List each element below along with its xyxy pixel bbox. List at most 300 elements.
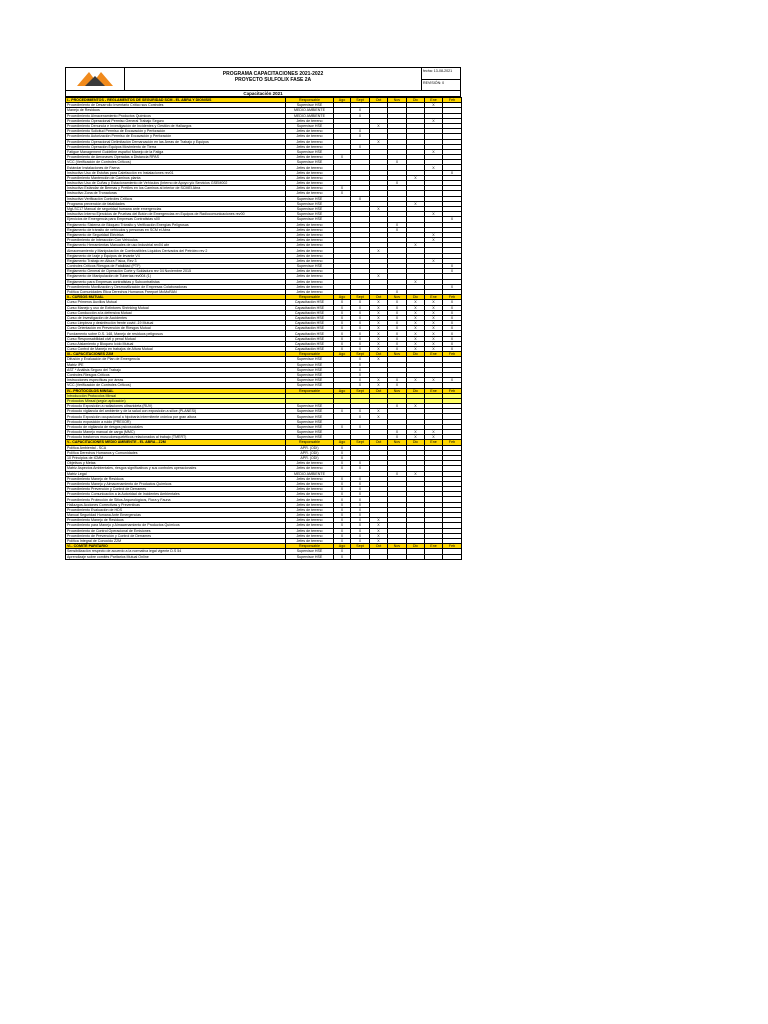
responsible-cell: Jefes de terreno xyxy=(286,118,334,123)
responsible-cell: Jefes de terreno xyxy=(286,253,334,258)
month-cell: X xyxy=(351,357,370,362)
month-cell: X xyxy=(388,435,407,440)
responsible-cell: Jefes de terreno xyxy=(286,279,334,284)
month-cell: X xyxy=(407,336,425,341)
column-header: Ago xyxy=(334,295,351,300)
training-table xyxy=(65,97,462,560)
training-topic: Política Integral de Conocido Z2M xyxy=(66,538,286,543)
training-topic: Procedimiento Operación Equipos Movimiento de Tierra xyxy=(66,144,286,149)
month-cell: X xyxy=(351,331,370,336)
column-header: Dic xyxy=(407,388,425,393)
month-cell: X xyxy=(351,347,370,352)
month-cell: X xyxy=(370,533,388,538)
training-topic: Procedimiento de Prevención y Control de Derrames xyxy=(66,533,286,538)
document-header xyxy=(65,67,461,91)
responsible-cell: Supervisor HSE xyxy=(286,206,334,211)
month-cell: X xyxy=(388,227,407,232)
column-header: Nov xyxy=(388,388,407,393)
month-cell xyxy=(351,554,370,559)
month-cell: X xyxy=(388,321,407,326)
training-topic: Curso de Investigación de Accidentes xyxy=(66,315,286,320)
responsible-cell: Jefes de terreno xyxy=(286,181,334,186)
month-cell: X xyxy=(351,378,370,383)
month-cell: X xyxy=(370,300,388,305)
training-topic: Procedimiento Evaluación de HDS xyxy=(66,507,286,512)
month-cell: X xyxy=(351,362,370,367)
month-cell: X xyxy=(370,336,388,341)
month-cell: X xyxy=(407,305,425,310)
month-cell: X xyxy=(443,326,462,331)
month-cell: X xyxy=(334,445,351,450)
month-cell: X xyxy=(407,201,425,206)
column-header: Sept xyxy=(351,388,370,393)
month-cell: X xyxy=(370,409,388,414)
month-cell: X xyxy=(388,383,407,388)
month-cell: X xyxy=(334,455,351,460)
responsible-cell: APR. (ODI) xyxy=(286,450,334,455)
responsible-cell: Jefes de terreno xyxy=(286,487,334,492)
responsible-cell: Jefes de terreno xyxy=(286,144,334,149)
revision-field: REVISIÓN: 0 xyxy=(423,81,445,85)
column-header: Sept xyxy=(351,544,370,549)
responsible-cell: Supervisor HSE xyxy=(286,123,334,128)
responsible-cell: MEDIO AMBIENTE xyxy=(286,471,334,476)
training-topic: Procedimiento Mantención de Caminos planta xyxy=(66,175,286,180)
column-header: Responsable xyxy=(286,98,334,103)
month-cell: X xyxy=(334,336,351,341)
training-topic: Procedimiento Almacenamiento Productos Químicos xyxy=(66,113,286,118)
responsible-cell: Jefes de terreno xyxy=(286,227,334,232)
month-cell: X xyxy=(370,248,388,253)
month-cell: X xyxy=(370,123,388,128)
training-topic: Política Comunidades Ética Derechos Humanos Freeport McMoRAN xyxy=(66,289,286,294)
month-cell: X xyxy=(351,372,370,377)
column-header: Feb xyxy=(443,440,462,445)
column-header: Nov xyxy=(388,352,407,357)
month-cell: X xyxy=(334,502,351,507)
training-topic: Procedimiento Manejo de Residuos xyxy=(66,518,286,523)
column-header: Dic xyxy=(407,98,425,103)
training-topic: Difusión y Evaluación de Plan de Emergencia xyxy=(66,357,286,362)
month-cell: X xyxy=(351,367,370,372)
month-cell: X xyxy=(370,310,388,315)
month-cell: X xyxy=(425,310,443,315)
responsible-cell: Supervisor HSE xyxy=(286,103,334,108)
month-cell: X xyxy=(351,113,370,118)
training-topic: Curso Manejo y uso de Extintores Shrinking Mutual xyxy=(66,305,286,310)
column-header: Ene xyxy=(425,295,443,300)
month-cell: X xyxy=(351,326,370,331)
training-topic: Procedimiento Manejo de Residuos xyxy=(66,476,286,481)
month-cell: X xyxy=(334,523,351,528)
responsible-cell: Jefes de terreno xyxy=(286,523,334,528)
month-cell: X xyxy=(443,341,462,346)
month-cell: X xyxy=(388,471,407,476)
month-cell: X xyxy=(334,492,351,497)
month-cell: X xyxy=(425,103,443,108)
column-header: Nov xyxy=(388,295,407,300)
month-cell: X xyxy=(407,243,425,248)
training-topic: Procedimiento de Control Operacional de Emisiones xyxy=(66,528,286,533)
month-cell: X xyxy=(425,149,443,154)
month-cell: X xyxy=(407,321,425,326)
training-topic: Instructivo Zona de Tronaduras xyxy=(66,191,286,196)
training-program-sheet xyxy=(65,67,461,560)
column-header: Ago xyxy=(334,352,351,357)
responsible-cell: Jefes de terreno xyxy=(286,165,334,170)
month-cell: X xyxy=(425,435,443,440)
responsible-cell: Capacitación HSE xyxy=(286,347,334,352)
responsible-cell: Jefes de terreno xyxy=(286,129,334,134)
month-cell: X xyxy=(407,404,425,409)
month-cell: X xyxy=(351,507,370,512)
month-cell: X xyxy=(388,326,407,331)
document-title: PROGRAMA CAPACITACIONES 2021-2022 xyxy=(222,71,324,77)
month-cell: X xyxy=(443,305,462,310)
month-cell: X xyxy=(334,409,351,414)
responsible-cell: Supervisor HSE xyxy=(286,264,334,269)
month-cell: X xyxy=(351,533,370,538)
training-topic: Mgt-SC17 Manual de seguridad humana ante emergencias xyxy=(66,206,286,211)
column-header: Ene xyxy=(425,352,443,357)
responsible-cell: Jefes de terreno xyxy=(286,461,334,466)
month-cell: X xyxy=(351,523,370,528)
month-cell: X xyxy=(407,435,425,440)
column-header: Oct xyxy=(370,440,388,445)
column-header: Feb xyxy=(443,388,462,393)
month-cell: X xyxy=(351,466,370,471)
month-cell: X xyxy=(388,289,407,294)
month-cell: X xyxy=(351,528,370,533)
month-cell: X xyxy=(425,300,443,305)
month-cell: X xyxy=(443,264,462,269)
responsible-cell: Supervisor HSE xyxy=(286,409,334,414)
responsible-cell: Jefes de terreno xyxy=(286,466,334,471)
month-cell: X xyxy=(334,466,351,471)
responsible-cell: Jefes de terreno xyxy=(286,492,334,497)
responsible-cell: Supervisor HSE xyxy=(286,367,334,372)
responsible-cell: Jefes de terreno xyxy=(286,476,334,481)
training-topic: Hallazgos Acciones Correctivas y Preventivas xyxy=(66,502,286,507)
month-cell: X xyxy=(351,321,370,326)
month-cell: X xyxy=(370,331,388,336)
month-cell: X xyxy=(425,315,443,320)
column-header: Feb xyxy=(443,98,462,103)
responsible-cell: Jefes de terreno xyxy=(286,134,334,139)
month-cell: X xyxy=(334,186,351,191)
month-cell: X xyxy=(443,321,462,326)
training-topic: Procedimiento de Interacción Con Vehículos xyxy=(66,238,286,243)
responsible-cell: Capacitación HSE xyxy=(286,336,334,341)
training-topic: Manual Seguridad Humana Ante Emergencias xyxy=(66,513,286,518)
month-cell: X xyxy=(370,518,388,523)
responsible-cell: Capacitación HSE xyxy=(286,310,334,315)
column-header: Ene xyxy=(425,544,443,549)
column-header: Sept xyxy=(351,295,370,300)
responsible-cell: Jefes de terreno xyxy=(286,507,334,512)
responsible-cell: Capacitación HSE xyxy=(286,300,334,305)
month-cell: X xyxy=(370,274,388,279)
responsible-cell: Jefes de terreno xyxy=(286,248,334,253)
responsible-cell: Jefes de terreno xyxy=(286,175,334,180)
column-header: Dic xyxy=(407,352,425,357)
responsible-cell: Supervisor HSE xyxy=(286,404,334,409)
capacitacion-title: Capacitación 2021 xyxy=(65,91,461,97)
month-cell: X xyxy=(351,538,370,543)
responsible-cell: Supervisor HSE xyxy=(286,435,334,440)
training-topic: Protocolo Exposición ocupacional a hipobaria intermitente crónica por gran altura xyxy=(66,414,286,419)
month-cell: X xyxy=(443,336,462,341)
training-topic: Protocolo de vigilancia de riesgos psicosociales xyxy=(66,424,286,429)
section-title: VI.- COMITÉ PARITARIO xyxy=(66,544,286,549)
month-cell: X xyxy=(334,326,351,331)
month-cell: X xyxy=(425,258,443,263)
month-cell: X xyxy=(425,118,443,123)
month-cell: X xyxy=(351,502,370,507)
responsible-cell: Jefes de terreno xyxy=(286,170,334,175)
responsible-cell: Jefes de terreno xyxy=(286,533,334,538)
training-topic: Procedimiento de Desarrollo Inventario Crítico sus Controles xyxy=(66,103,286,108)
month-cell: X xyxy=(388,315,407,320)
month-cell: X xyxy=(407,175,425,180)
training-topic: VCC (Verificación de Controles Críticos) xyxy=(66,383,286,388)
month-cell: X xyxy=(334,461,351,466)
month-cell: X xyxy=(351,409,370,414)
training-topic: Reglamento General de Operación Corte y Soldadura rev 04 Noviembre 2015 xyxy=(66,269,286,274)
month-cell xyxy=(370,554,388,559)
month-cell: X xyxy=(370,357,388,362)
column-header: Oct xyxy=(370,295,388,300)
responsible-cell: Capacitación HSE xyxy=(286,305,334,310)
month-cell: X xyxy=(351,129,370,134)
training-topic: Aprendizaje sobre comités Paritarios Mutual Online xyxy=(66,554,286,559)
responsible-cell: Jefes de terreno xyxy=(286,528,334,533)
month-cell: X xyxy=(425,347,443,352)
month-cell: X xyxy=(334,528,351,533)
month-cell: X xyxy=(407,471,425,476)
training-topic: Protocolo exposición a ruido (PREXOR) xyxy=(66,419,286,424)
training-topic: Procedimiento Movilización y Desmovilización de Empresas Colaboradoras xyxy=(66,284,286,289)
responsible-cell: Supervisor HSE xyxy=(286,217,334,222)
month-cell: X xyxy=(334,538,351,543)
training-topic: Curso Responsabilidad civil y penal Mutual xyxy=(66,336,286,341)
month-cell: X xyxy=(334,533,351,538)
month-cell: X xyxy=(351,336,370,341)
responsible-cell: Supervisor HSE xyxy=(286,430,334,435)
column-header: Responsable xyxy=(286,440,334,445)
training-topic: Reglamento de Izaje y Equipos de levante V4 xyxy=(66,253,286,258)
month-cell: X xyxy=(370,414,388,419)
month-cell: X xyxy=(334,191,351,196)
column-header: Ago xyxy=(334,544,351,549)
column-header: Feb xyxy=(443,544,462,549)
column-header: Dic xyxy=(407,295,425,300)
responsible-cell: Supervisor HSE xyxy=(286,149,334,154)
month-cell: X xyxy=(351,300,370,305)
month-cell: X xyxy=(334,487,351,492)
month-cell: X xyxy=(407,347,425,352)
month-cell: X xyxy=(407,300,425,305)
month-cell xyxy=(443,554,462,559)
responsible-cell: Jefes de terreno xyxy=(286,502,334,507)
responsible-cell: Jefes de terreno xyxy=(286,258,334,263)
month-cell: X xyxy=(370,305,388,310)
month-cell: X xyxy=(388,305,407,310)
responsible-cell: Jefes de terreno xyxy=(286,222,334,227)
month-cell: X xyxy=(334,341,351,346)
column-header: Nov xyxy=(388,544,407,549)
training-topic: Instrucciones específicas por áreas xyxy=(66,378,286,383)
training-topic: Objetivos y Metas xyxy=(66,461,286,466)
training-topic: Protocolo Manejo manual de carga (MMC) xyxy=(66,430,286,435)
month-cell: X xyxy=(334,424,351,429)
training-topic: Curso Limpieza y desinfección frente covid -19 Mutual xyxy=(66,321,286,326)
training-topic: Manejo de Residuos xyxy=(66,108,286,113)
month-cell: X xyxy=(407,326,425,331)
month-cell: X xyxy=(351,383,370,388)
responsible-cell: Capacitación HSE xyxy=(286,321,334,326)
training-topic: Estándar Instalaciones de Faena xyxy=(66,165,286,170)
training-topic: Protocolo Exposición a radiaciones ultravioleta (RUV) xyxy=(66,404,286,409)
month-cell: X xyxy=(334,497,351,502)
responsible-cell: Supervisor HSE xyxy=(286,383,334,388)
training-topic: Protocolo vigilancia del ambiente y de la salud con exposición a sílice (PLANESI) xyxy=(66,409,286,414)
month-cell: X xyxy=(388,347,407,352)
month-cell: X xyxy=(334,321,351,326)
month-cell: X xyxy=(351,144,370,149)
training-topic: Procedimiento Prevención y Control de Derrames xyxy=(66,487,286,492)
responsible-cell: Supervisor HSE xyxy=(286,378,334,383)
training-topic: Procedimiento Solicitud Permiso de Excavación y Perforación xyxy=(66,129,286,134)
column-header: Dic xyxy=(407,544,425,549)
month-cell: X xyxy=(425,331,443,336)
month-cell: X xyxy=(407,279,425,284)
column-header: Ago xyxy=(334,440,351,445)
month-cell: X xyxy=(388,160,407,165)
z2m-logo-icon xyxy=(75,70,115,88)
training-topic: Instructivo Uso de Cuñas y Estacionamiento de Vehículos (Interno de Apoyo y/o Servicios GSEM002 xyxy=(66,181,286,186)
month-cell: X xyxy=(351,513,370,518)
title-area xyxy=(125,68,421,90)
training-topic: Fatigue Management Guideline español Manejo de la Fatiga xyxy=(66,149,286,154)
month-cell: X xyxy=(443,310,462,315)
column-header: Oct xyxy=(370,352,388,357)
responsible-cell: Jefes de terreno xyxy=(286,155,334,160)
month-cell: X xyxy=(388,331,407,336)
month-cell: X xyxy=(351,310,370,315)
responsible-cell: Jefes de terreno xyxy=(286,243,334,248)
table-row xyxy=(66,554,462,559)
month-cell: X xyxy=(425,341,443,346)
column-header: Feb xyxy=(443,295,462,300)
responsible-cell: Supervisor HSE xyxy=(286,419,334,424)
column-header: Ago xyxy=(334,98,351,103)
column-header: Sept xyxy=(351,440,370,445)
responsible-cell: Supervisor HSE xyxy=(286,554,334,559)
month-cell xyxy=(425,554,443,559)
date-field: fecha: 13-08-2021 xyxy=(422,68,460,80)
month-cell: X xyxy=(388,378,407,383)
responsible-cell: Supervisor HSE xyxy=(286,424,334,429)
month-cell: X xyxy=(370,528,388,533)
section-title: V.- CAPACITACIONES MEDIO AMBIENTE - EL ABRA - Z2M xyxy=(66,440,286,445)
section-title: II.- CURSOS MUTUAL xyxy=(66,295,286,300)
responsible-cell: Supervisor HSE xyxy=(286,160,334,165)
column-header: Responsable xyxy=(286,544,334,549)
month-cell: X xyxy=(351,315,370,320)
month-cell: X xyxy=(370,139,388,144)
responsible-cell: Supervisor HSE xyxy=(286,372,334,377)
training-topic: Almacenamiento y Manipulación de Combustibles Líquidos Derivados del Petróleo rev 2 xyxy=(66,248,286,253)
responsible-cell: Supervisor HSE xyxy=(286,201,334,206)
month-cell: X xyxy=(443,315,462,320)
month-cell: X xyxy=(443,217,462,222)
month-cell: X xyxy=(334,310,351,315)
training-topic: Procedimiento Autorización Permiso de Excavación y Perforación xyxy=(66,134,286,139)
training-topic: Protocolos Minsal (según aplicación) xyxy=(66,398,286,403)
responsible-cell: Capacitación HSE xyxy=(286,315,334,320)
month-cell: X xyxy=(443,331,462,336)
month-cell: X xyxy=(388,430,407,435)
responsible-cell: Supervisor HSE xyxy=(286,196,334,201)
month-cell: X xyxy=(351,476,370,481)
column-header: Responsable xyxy=(286,295,334,300)
month-cell: X xyxy=(407,315,425,320)
month-cell: X xyxy=(334,481,351,486)
month-cell: X xyxy=(443,170,462,175)
training-topic: Sensibilización respecto de acuerdo a la normativa legal vigente D.S 54 xyxy=(66,549,286,554)
column-header: Nov xyxy=(388,440,407,445)
responsible-cell: APR. (ODI) xyxy=(286,445,334,450)
responsible-cell: MEDIO AMBIENTE xyxy=(286,108,334,113)
month-cell: X xyxy=(334,554,351,559)
month-cell: X xyxy=(425,430,443,435)
month-cell: X xyxy=(388,404,407,409)
training-topic: Programa prevención de fatalidades xyxy=(66,201,286,206)
training-topic: Controles Riesgos Críticos xyxy=(66,372,286,377)
responsible-cell: MEDIO AMBIENTE xyxy=(286,113,334,118)
month-cell: X xyxy=(334,513,351,518)
month-cell: X xyxy=(443,284,462,289)
responsible-cell: Jefes de terreno xyxy=(286,274,334,279)
responsible-cell: Supervisor HSE xyxy=(286,357,334,362)
responsible-cell: Supervisor HSE xyxy=(286,212,334,217)
month-cell: X xyxy=(425,378,443,383)
training-topic: Procedimiento Manejo y Almacenamiento de Productos Químicos xyxy=(66,481,286,486)
training-topic: Política Derechos Humanos y Comunidades xyxy=(66,450,286,455)
month-cell: X xyxy=(425,165,443,170)
month-cell: X xyxy=(370,538,388,543)
column-header: Nov xyxy=(388,98,407,103)
responsible-cell: Jefes de terreno xyxy=(286,232,334,237)
month-cell: X xyxy=(443,347,462,352)
training-topic: Curso Conducción a la defensiva Mutual xyxy=(66,310,286,315)
month-cell: X xyxy=(370,523,388,528)
column-header: Sept xyxy=(351,352,370,357)
training-topic: Matriz IPE xyxy=(66,362,286,367)
responsible-cell: Supervisor HSE xyxy=(286,362,334,367)
training-topic: Reglamento de tránsito de vehículos y personas en SCM el Abra xyxy=(66,227,286,232)
responsible-cell: APR. (ODI) xyxy=(286,455,334,460)
training-topic: Instructivo Verificación Controles Críticos xyxy=(66,196,286,201)
month-cell: X xyxy=(351,196,370,201)
training-topic: Reglamento de Manipulación de Tuberías rev004 (1) xyxy=(66,274,286,279)
training-topic: Protocolo trastornos musculoesqueléticos relacionados al trabajo (TMERT) xyxy=(66,435,286,440)
column-header: Oct xyxy=(370,388,388,393)
section-title: I.- PROCEDIMIENTOS - REGLAMENTOS DE SEGURIDAD SCM - EL ABRA Y DIONISIS xyxy=(66,98,286,103)
month-cell: X xyxy=(407,430,425,435)
month-cell: X xyxy=(388,222,407,227)
